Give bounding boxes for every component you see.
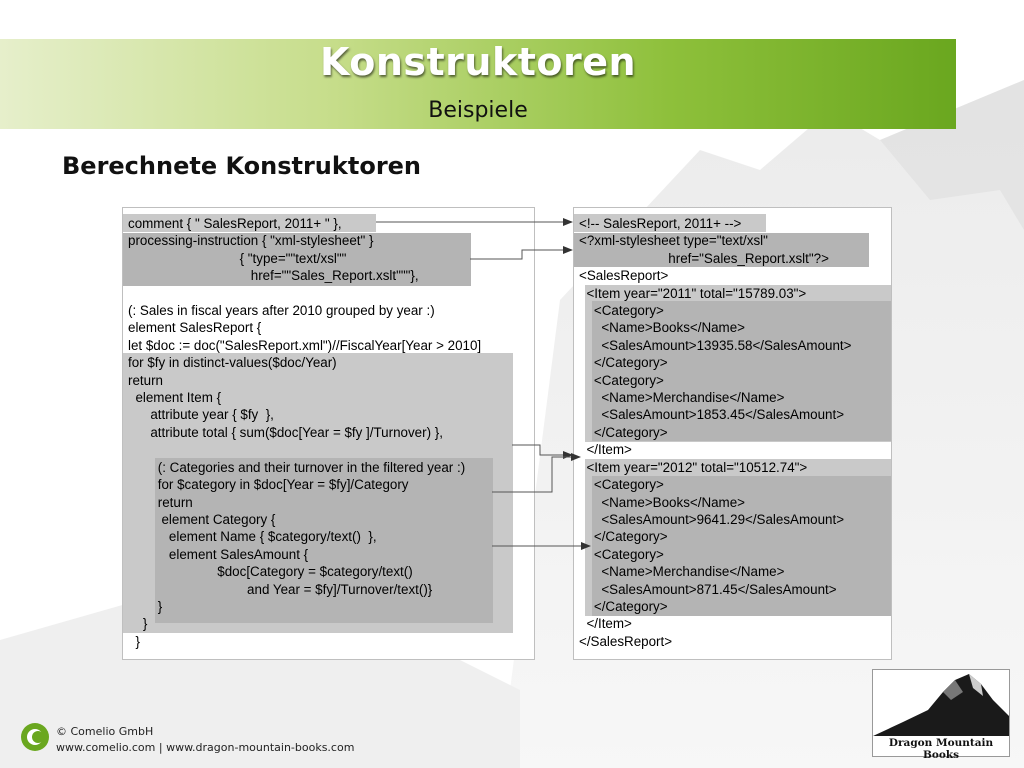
code-line: element Category {	[128, 511, 276, 527]
code-line: for $fy in distinct-values($doc/Year)	[128, 355, 337, 371]
code-line	[128, 441, 481, 458]
code-line: attribute total { sum($doc[Year = $fy ]/Turnover) },	[128, 424, 443, 440]
xml-line: <SalesAmount>9641.29</SalesAmount>	[579, 511, 845, 527]
footer-text	[56, 724, 354, 756]
footer-copyright: © Comelio GmbH	[56, 725, 154, 738]
code-line: let $doc := doc("SalesReport.xml")//FiscalYear[Year > 2010]	[128, 337, 482, 353]
mountain-logo-icon	[873, 670, 1009, 736]
slide-title: Konstruktoren	[319, 40, 637, 84]
xml-line: <SalesAmount>871.45</SalesAmount>	[579, 581, 837, 597]
xml-line: <?xml-stylesheet type="text/xsl"	[579, 233, 768, 249]
xquery-code	[128, 215, 481, 650]
xml-line: <SalesReport>	[579, 268, 669, 284]
xml-line: </SalesReport>	[579, 633, 673, 649]
xml-line: <SalesAmount>1853.45</SalesAmount>	[579, 407, 845, 423]
xml-line: </Category>	[579, 355, 668, 371]
xml-line: <Category>	[579, 303, 664, 319]
code-line: element Item {	[128, 390, 222, 406]
code-line	[128, 285, 481, 302]
code-line: return	[128, 372, 163, 388]
code-line: processing-instruction { "xml-stylesheet" }	[128, 233, 374, 249]
xml-line: <Item year="2011" total="15789.03">	[579, 285, 807, 301]
code-line: (: Sales in fiscal years after 2010 grouped by year :)	[128, 303, 435, 319]
xml-line: <Item year="2012" total="10512.74">	[579, 459, 808, 475]
xml-line: <!-- SalesReport, 2011+ -->	[579, 216, 742, 231]
code-line: $doc[Category = $category/text()	[128, 564, 413, 580]
xml-output-code	[579, 215, 851, 650]
xml-line: <Category>	[579, 372, 664, 388]
xml-output-panel	[573, 207, 892, 660]
xml-line: <Category>	[579, 546, 664, 562]
xml-line: <Name>Merchandise</Name>	[579, 390, 785, 406]
code-line: (: Categories and their turnover in the filtered year :)	[128, 459, 466, 475]
footer-links: www.comelio.com | www.dragon-mountain-books.com	[56, 741, 355, 754]
code-line: and Year = $fy]/Turnover/text()}	[128, 581, 433, 597]
code-line: { "type=""text/xsl""	[128, 250, 347, 266]
code-line: return	[128, 494, 193, 510]
xml-line: <Category>	[579, 477, 664, 493]
code-line: element Name { $category/text() },	[128, 529, 377, 545]
code-line: href=""Sales_Report.xslt"""},	[128, 268, 419, 284]
xml-line: </Item>	[579, 616, 632, 632]
comelio-logo-icon	[20, 722, 50, 752]
code-line: }	[128, 633, 140, 649]
code-line: element SalesReport {	[128, 320, 262, 336]
code-line: }	[128, 616, 148, 632]
slide-subtitle: Beispiele	[428, 98, 528, 123]
code-line: comment { " SalesReport, 2011+ " },	[128, 216, 342, 231]
publisher-logo-text: Dragon Mountain Books	[888, 737, 994, 761]
xml-line: </Item>	[579, 442, 632, 458]
section-heading: Berechnete Konstruktoren	[62, 152, 422, 180]
xml-line: <Name>Books</Name>	[579, 320, 745, 336]
xml-line: </Category>	[579, 424, 668, 440]
code-line: element SalesAmount {	[128, 546, 309, 562]
code-line: }	[128, 598, 163, 614]
xml-line: </Category>	[579, 598, 668, 614]
xml-line: <SalesAmount>13935.58</SalesAmount>	[579, 337, 852, 353]
code-line: attribute year { $fy },	[128, 407, 274, 423]
xml-line: <Name>Merchandise</Name>	[579, 564, 785, 580]
xquery-code-panel	[122, 207, 535, 660]
code-line: for $category in $doc[Year = $fy]/Category	[128, 477, 409, 493]
xml-line: </Category>	[579, 529, 668, 545]
xml-line: href="Sales_Report.xslt"?>	[579, 250, 829, 266]
xml-line: <Name>Books</Name>	[579, 494, 745, 510]
